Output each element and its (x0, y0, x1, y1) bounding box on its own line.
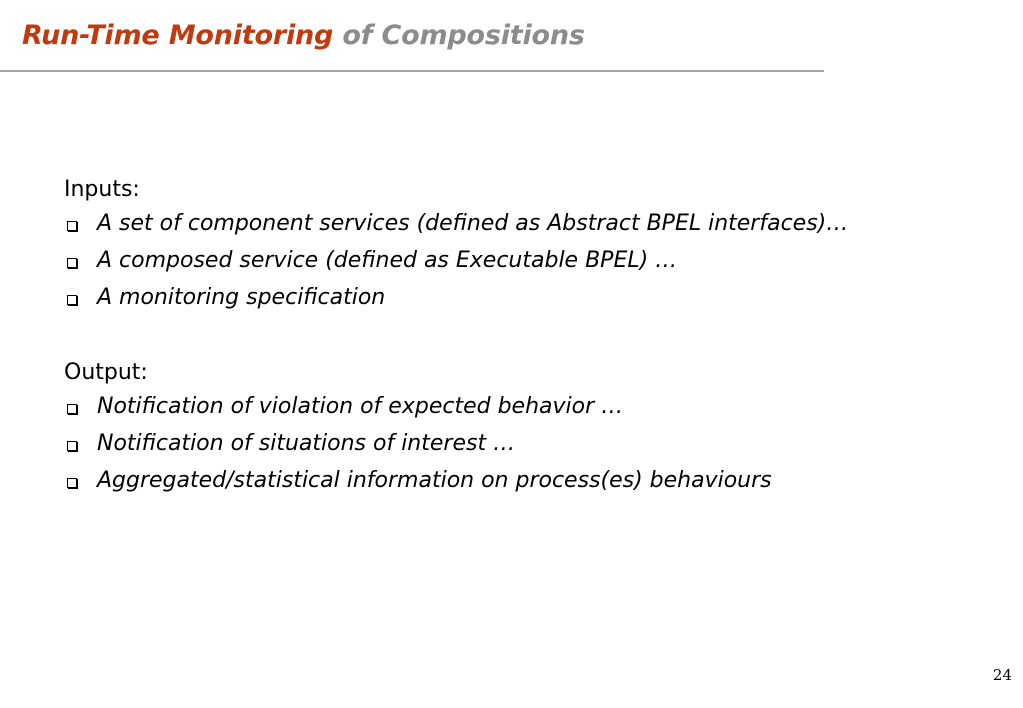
list-item (64, 466, 964, 496)
square-bullet-icon (67, 295, 77, 305)
list-item (64, 392, 964, 422)
output-heading: Output: (64, 360, 148, 385)
slide-title (22, 20, 585, 51)
square-bullet-icon (67, 441, 77, 451)
list-item-text: Notification of situations of interest … (97, 431, 516, 456)
list-item (64, 246, 964, 276)
outputs-list (64, 392, 964, 496)
list-item-text: A monitoring specification (97, 285, 386, 310)
inputs-heading: Inputs: (64, 177, 140, 202)
list-item (64, 283, 964, 313)
inputs-list (64, 209, 964, 313)
list-item-text: A set of component services (defined as Abstract BPEL interfaces)… (97, 211, 849, 236)
section-spacer (64, 320, 964, 358)
square-bullet-icon (67, 221, 77, 231)
list-item-text: Aggregated/statistical information on process(es) behaviours (97, 468, 772, 493)
list-item (64, 429, 964, 459)
square-bullet-icon (67, 478, 77, 488)
list-item-text: Notification of violation of expected behavior … (97, 394, 624, 419)
list-item (64, 209, 964, 239)
page-number: 24 (992, 666, 1012, 684)
list-item-text: A composed service (defined as Executable BPEL) … (97, 248, 678, 273)
slide-title-rest: of Compositions (342, 20, 585, 51)
slide-body (64, 175, 964, 503)
slide-title-accent: Run-Time Monitoring (22, 20, 334, 51)
title-divider (0, 70, 824, 72)
square-bullet-icon (67, 404, 77, 414)
square-bullet-icon (67, 258, 77, 268)
